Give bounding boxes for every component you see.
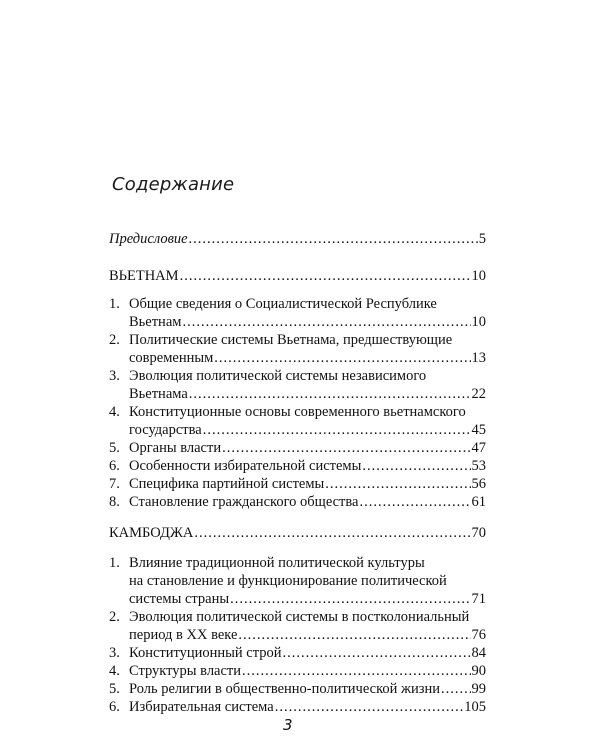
leader-dots: [325, 475, 470, 493]
toc-item-title: системы страны: [129, 591, 230, 607]
toc-item[interactable]: [109, 439, 486, 457]
leader-dots: [189, 230, 478, 248]
toc-item-title: Специфика партийной системы: [129, 476, 325, 492]
toc-item-line: Конституционные основы современного вьетнамского: [129, 404, 466, 420]
toc-item-page: 53: [471, 458, 486, 474]
toc-item-page: 22: [471, 386, 486, 402]
toc-item-title: Вьетнам: [129, 314, 182, 330]
toc-item-page: 56: [471, 476, 486, 492]
leader-dots: [242, 662, 470, 680]
toc-item-number: 4.: [109, 663, 120, 679]
toc-item[interactable]: [109, 554, 486, 608]
toc-item-number: 6.: [109, 699, 120, 715]
toc-item-line: Эволюция политической системы независимого: [129, 368, 427, 384]
toc-preface[interactable]: [109, 230, 486, 248]
leader-dots: [283, 644, 471, 662]
toc-item-title: современным: [129, 350, 214, 366]
toc-item-page: 90: [471, 663, 486, 679]
toc-preface-title: Предисловие: [109, 231, 188, 247]
leader-dots: [238, 626, 470, 644]
toc-item[interactable]: [109, 608, 486, 644]
toc-item-title: Конституционный строй: [129, 645, 282, 661]
toc-item[interactable]: [109, 698, 486, 716]
toc-item-page: 47: [471, 440, 486, 456]
toc-item[interactable]: [109, 644, 486, 662]
toc-item[interactable]: [109, 680, 486, 698]
toc-section-cambodia[interactable]: [109, 524, 486, 542]
toc-cambodia-items: [109, 554, 486, 716]
leader-dots: [222, 439, 470, 457]
toc-item-page: 84: [471, 645, 486, 661]
toc-item[interactable]: [109, 475, 486, 493]
toc-item-page: 61: [471, 494, 486, 510]
toc-item-line: Общие сведения о Социалистической Республике: [129, 296, 437, 312]
leader-dots: [203, 421, 471, 439]
leader-dots: [441, 680, 470, 698]
section-title: КАМБОДЖА: [109, 525, 194, 541]
section-title: ВЬЕТНАМ: [109, 268, 179, 284]
toc-section-vietnam[interactable]: [109, 267, 486, 285]
toc-item-title: Особенности избирательной системы: [129, 458, 362, 474]
toc-item-title: Избирательная система: [129, 699, 274, 715]
toc-item-title: период в XX веке: [129, 627, 238, 643]
toc-item-page: 76: [471, 627, 486, 643]
toc-item-number: 5.: [109, 440, 120, 456]
toc-item[interactable]: [109, 493, 486, 511]
leader-dots: [180, 267, 471, 285]
toc-item-number: 1.: [109, 296, 120, 312]
toc-item-page: 71: [471, 591, 486, 607]
toc-preface-page: 5: [478, 231, 486, 247]
toc-item-title: Вьетнама: [129, 386, 188, 402]
leader-dots: [182, 313, 470, 331]
toc-item[interactable]: [109, 662, 486, 680]
toc-item-page: 45: [471, 422, 486, 438]
toc-item-title: Органы власти: [129, 440, 222, 456]
toc-item-line: Политические системы Вьетнама, предшествующие: [129, 332, 453, 348]
toc-item-line: Влияние традиционной политической культуры: [129, 555, 425, 571]
leader-dots: [214, 349, 470, 367]
toc-item-line: на становление и функционирование политической: [129, 573, 447, 589]
toc-item-number: 4.: [109, 404, 120, 420]
toc-item[interactable]: [109, 457, 486, 475]
toc-item-number: 6.: [109, 458, 120, 474]
toc-item-title: Структуры власти: [129, 663, 242, 679]
toc-item[interactable]: [109, 331, 486, 367]
leader-dots: [230, 590, 470, 608]
leader-dots: [359, 493, 470, 511]
toc-item[interactable]: [109, 295, 486, 331]
toc-item-number: 7.: [109, 476, 120, 492]
toc-item-number: 3.: [109, 368, 120, 384]
leader-dots: [194, 524, 470, 542]
toc-item-page: 13: [471, 350, 486, 366]
toc-item[interactable]: [109, 367, 486, 403]
section-page: 10: [471, 268, 486, 284]
toc-item-page: 105: [464, 699, 486, 715]
toc-item-title: Становление гражданского общества: [129, 494, 359, 510]
toc-item-page: 99: [471, 681, 486, 697]
toc-item-number: 3.: [109, 645, 120, 661]
leader-dots: [189, 385, 471, 403]
toc-item-title: государства: [129, 422, 202, 438]
toc-item-number: 8.: [109, 494, 120, 510]
section-page: 70: [471, 525, 486, 541]
page-heading: Содержание: [112, 174, 235, 195]
toc-item-number: 2.: [109, 609, 120, 625]
toc-vietnam-items: [109, 295, 486, 511]
toc-item-number: 1.: [109, 555, 120, 571]
toc-item-number: 5.: [109, 681, 120, 697]
leader-dots: [275, 698, 464, 716]
toc-item-line: Эволюция политической системы в постколониальный: [129, 609, 470, 625]
toc-item-title: Роль религии в общественно-политической жизни: [129, 681, 441, 697]
leader-dots: [362, 457, 470, 475]
toc-item-number: 2.: [109, 332, 120, 348]
toc-item[interactable]: [109, 403, 486, 439]
toc-item-page: 10: [471, 314, 486, 330]
page-number: 3: [283, 716, 293, 734]
